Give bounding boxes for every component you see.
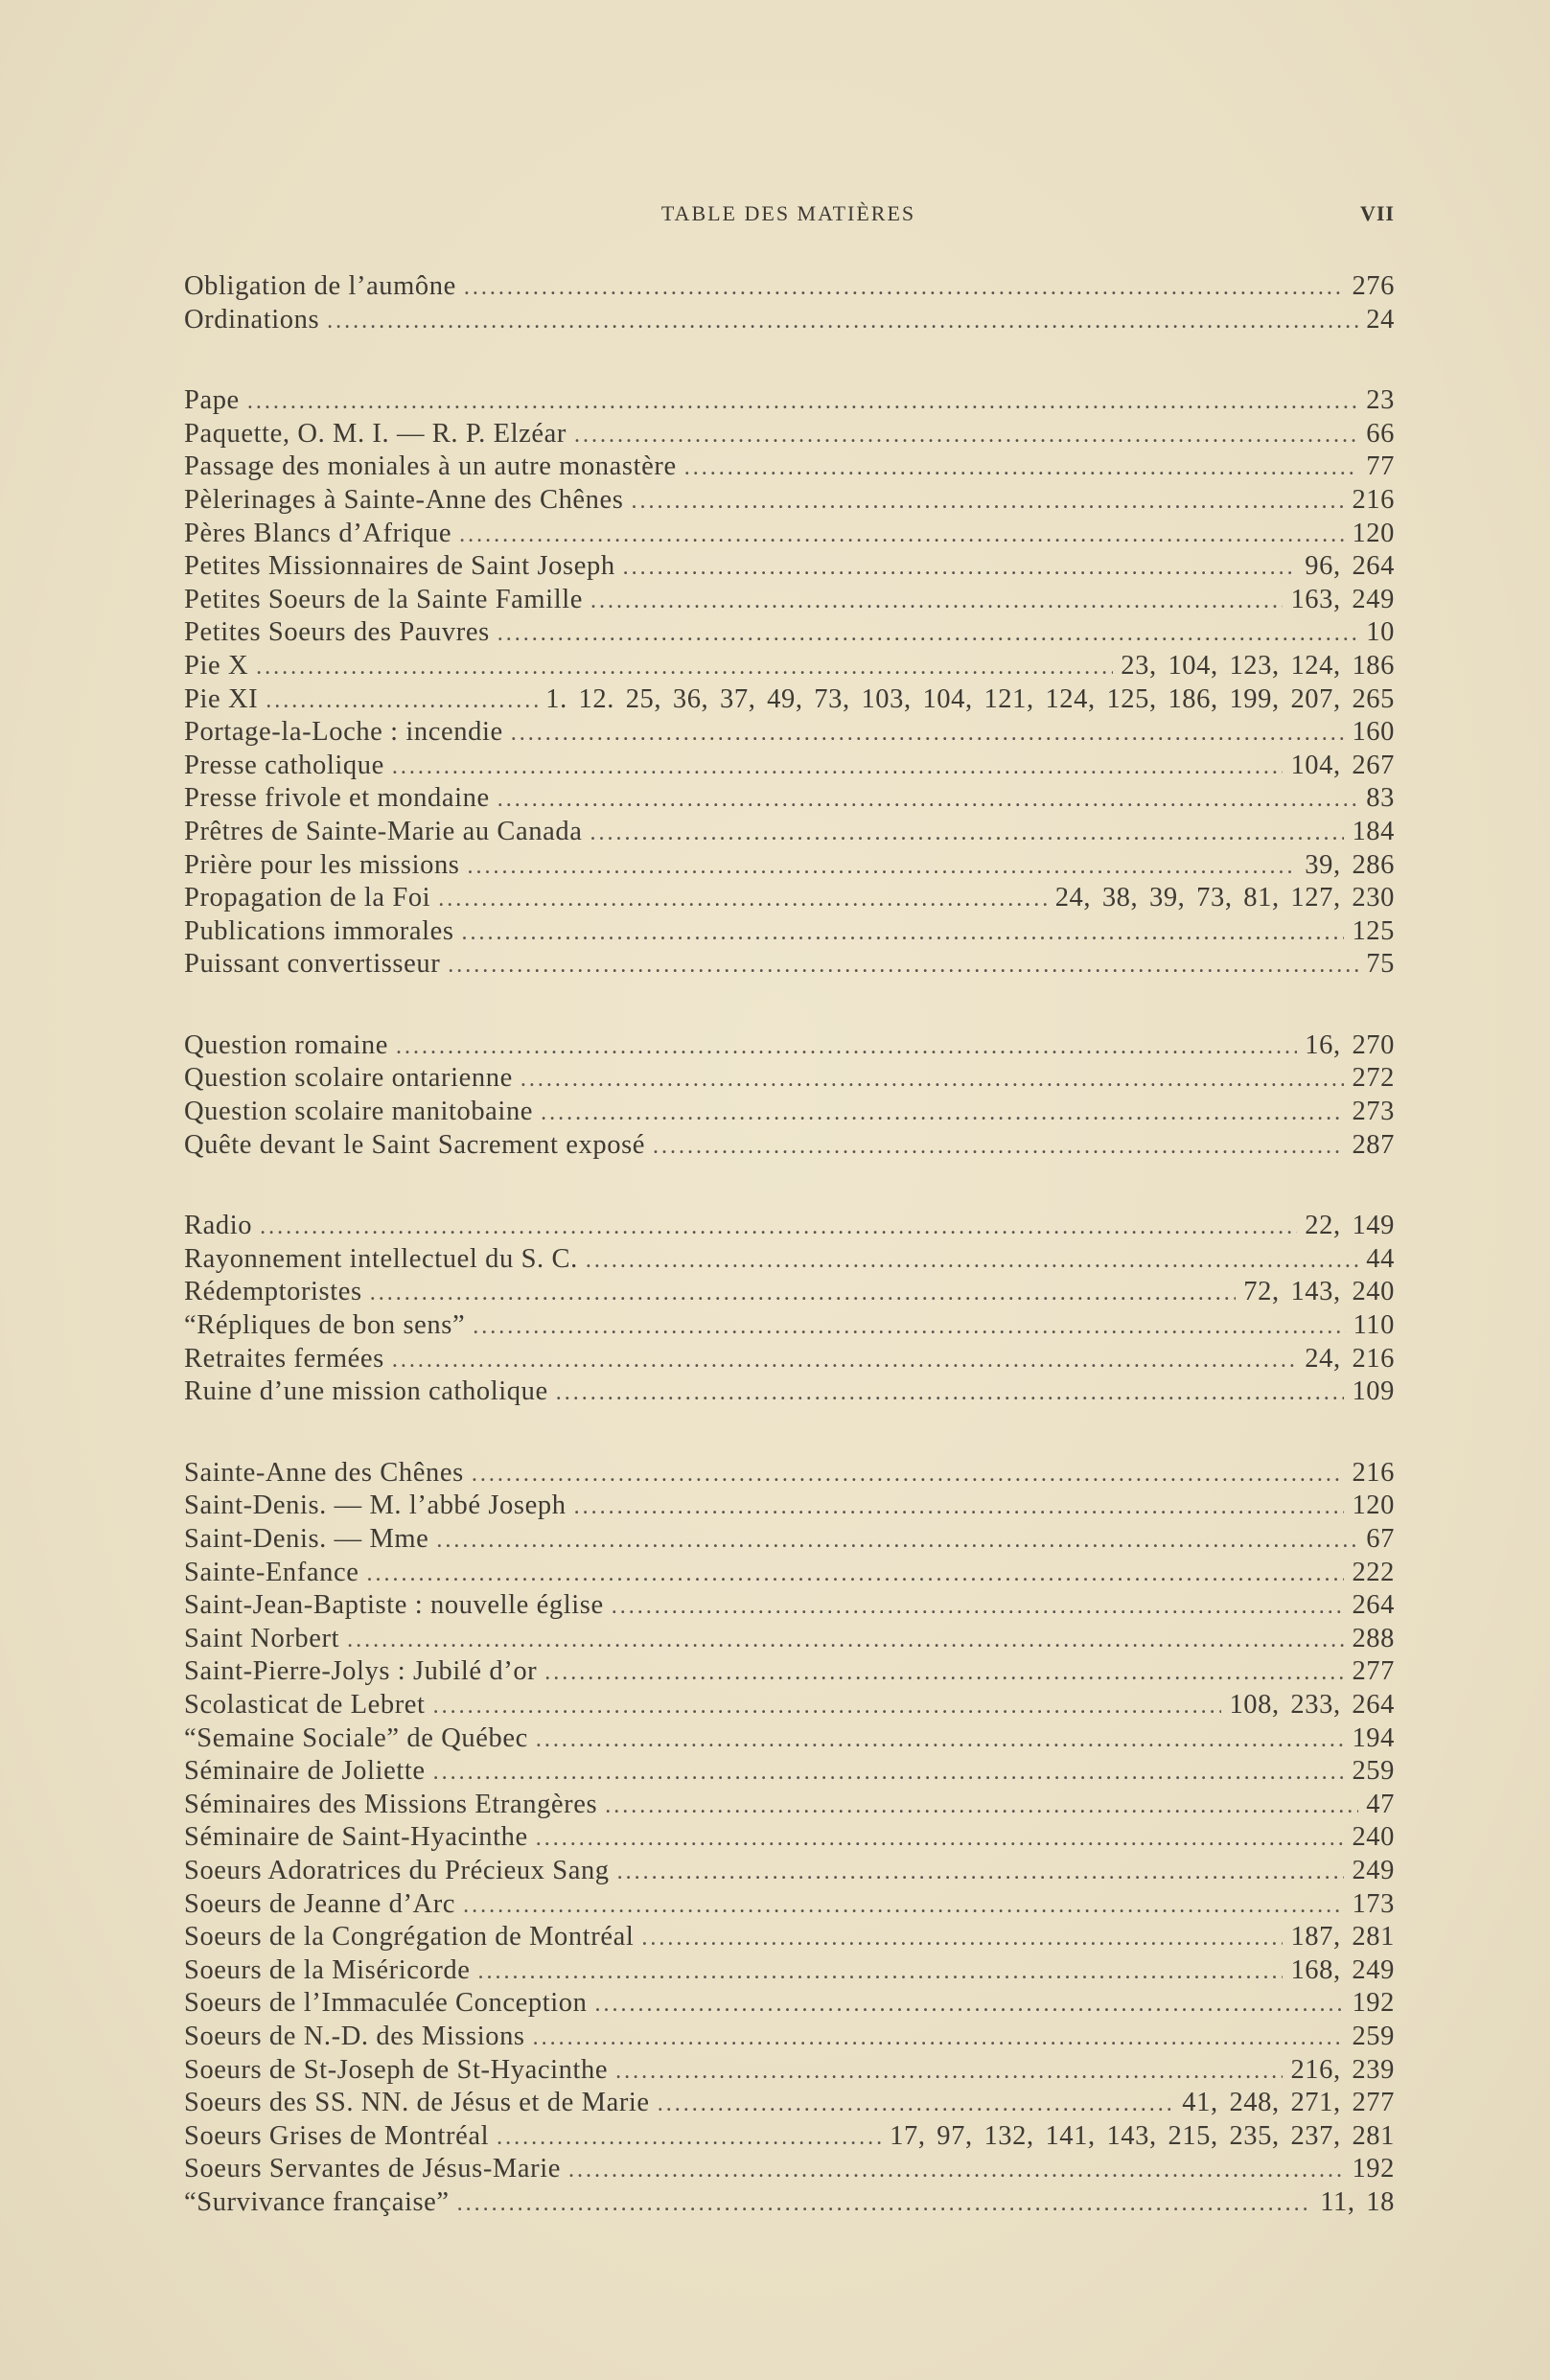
dot-leader xyxy=(497,617,1359,651)
index-entry xyxy=(184,2054,1395,2088)
entry-name: Puissant convertisseur xyxy=(184,949,441,980)
index-entry xyxy=(184,1029,1395,1063)
index-entry xyxy=(184,1755,1395,1789)
index-entry xyxy=(184,1855,1395,1888)
index-entry xyxy=(184,2186,1395,2220)
entry-pages: 259 xyxy=(1352,2021,1395,2051)
entry-name: “Répliques de bon sens” xyxy=(184,1310,466,1341)
entry-name: Petites Soeurs des Pauvres xyxy=(184,617,490,648)
entry-name: Question romaine xyxy=(184,1029,389,1060)
entry-pages: 264 xyxy=(1352,1590,1395,1621)
index-entry xyxy=(184,1821,1395,1855)
entry-pages: 77 xyxy=(1366,451,1395,482)
entry-name: Question scolaire ontarienne xyxy=(184,1063,513,1094)
entry-pages: 104, 267 xyxy=(1290,750,1395,780)
entry-pages: 216, 239 xyxy=(1290,2054,1395,2085)
index-entry xyxy=(184,1129,1395,1163)
entry-pages: 44 xyxy=(1366,1243,1395,1274)
index-entry xyxy=(184,1888,1395,1922)
entry-name: Publications immorales xyxy=(184,915,454,946)
index-entry xyxy=(184,1309,1395,1343)
entry-pages: 67 xyxy=(1366,1524,1395,1554)
entry-name: Soeurs Grises de Montréal xyxy=(184,2120,490,2151)
dot-leader xyxy=(617,1856,1345,1889)
dot-leader xyxy=(459,519,1344,552)
dot-leader xyxy=(605,1790,1358,1823)
entry-name: Prêtres de Sainte-Marie au Canada xyxy=(184,816,583,846)
dot-leader xyxy=(544,1656,1344,1690)
index-entry xyxy=(184,518,1395,551)
dot-leader xyxy=(448,949,1358,982)
dot-leader xyxy=(612,1590,1345,1624)
entry-name: Saint-Jean-Baptiste : nouvelle église xyxy=(184,1590,604,1621)
dot-leader xyxy=(438,883,1047,916)
entry-name: Prière pour les missions xyxy=(184,849,460,880)
dot-leader xyxy=(631,485,1344,519)
dot-leader xyxy=(658,2088,1175,2121)
index-entry xyxy=(184,782,1395,816)
dot-leader xyxy=(623,551,1298,585)
entry-name: Pie XI xyxy=(184,683,259,714)
index-entry xyxy=(184,616,1395,650)
index-entry xyxy=(184,816,1395,849)
index-entry xyxy=(184,1210,1395,1243)
index-entry xyxy=(184,1722,1395,1756)
page-header xyxy=(182,201,1395,236)
entry-pages: 272 xyxy=(1352,1063,1395,1094)
index-entry xyxy=(184,550,1395,584)
index-group xyxy=(184,1210,1395,1409)
index-entry xyxy=(184,915,1395,949)
dot-leader xyxy=(497,2121,882,2155)
dot-leader xyxy=(574,1490,1345,1524)
index-entry xyxy=(184,948,1395,982)
entry-name: Soeurs Servantes de Jésus-Marie xyxy=(184,2154,561,2184)
entry-name: Pères Blancs d’Afrique xyxy=(184,518,452,548)
entry-pages: 47 xyxy=(1366,1789,1395,1819)
index-entry xyxy=(184,2120,1395,2154)
index-entry xyxy=(184,451,1395,484)
dot-leader xyxy=(347,1624,1344,1657)
index-entry xyxy=(184,1490,1395,1523)
index-entry xyxy=(184,1689,1395,1722)
entry-name: “Semaine Sociale” de Québec xyxy=(184,1722,528,1753)
dot-leader xyxy=(615,2055,1283,2089)
dot-leader xyxy=(594,1988,1344,2022)
entry-name: Soeurs des SS. NN. de Jésus et de Marie xyxy=(184,2088,650,2118)
index-entry xyxy=(184,683,1395,717)
dot-leader xyxy=(468,850,1298,884)
entry-name: Soeurs de l’Immaculée Conception xyxy=(184,1988,588,2019)
dot-leader xyxy=(536,1822,1345,1856)
dot-leader xyxy=(457,2187,1313,2221)
index-entry xyxy=(184,384,1395,418)
entry-pages: 249 xyxy=(1352,1855,1395,1885)
index-group xyxy=(184,384,1395,982)
dot-leader xyxy=(256,651,1113,684)
dot-leader xyxy=(366,1558,1344,1591)
index-entry xyxy=(184,2021,1395,2054)
entry-name: Saint-Denis. — Mme xyxy=(184,1524,429,1554)
dot-leader xyxy=(536,1723,1345,1757)
entry-pages: 24, 216 xyxy=(1305,1343,1395,1374)
entry-pages: 216 xyxy=(1352,484,1395,515)
dot-leader xyxy=(590,817,1344,850)
entry-pages: 216 xyxy=(1352,1457,1395,1488)
entry-name: Séminaire de Saint-Hyacinthe xyxy=(184,1822,528,1853)
entry-pages: 41, 248, 271, 277 xyxy=(1182,2088,1395,2118)
index-entry xyxy=(184,1062,1395,1096)
entry-name: Radio xyxy=(184,1211,253,1241)
dot-leader xyxy=(521,1063,1345,1097)
index-entry xyxy=(184,1523,1395,1557)
entry-pages: 10 xyxy=(1366,617,1395,648)
dot-leader xyxy=(436,1524,1358,1558)
entry-pages: 39, 286 xyxy=(1305,849,1395,880)
entry-pages: 222 xyxy=(1352,1557,1395,1587)
index-entry xyxy=(184,1276,1395,1309)
dot-leader xyxy=(541,1097,1344,1130)
entry-pages: 17, 97, 132, 141, 143, 215, 235, 237, 281 xyxy=(890,2120,1395,2151)
entry-pages: 276 xyxy=(1352,271,1395,301)
index-list xyxy=(184,270,1395,2267)
dot-leader xyxy=(586,1244,1358,1278)
index-entry xyxy=(184,1343,1395,1376)
entry-pages: 75 xyxy=(1366,949,1395,980)
dot-leader xyxy=(463,1889,1344,1923)
entry-pages: 96, 264 xyxy=(1305,551,1395,582)
entry-name: Rédemptoristes xyxy=(184,1277,362,1307)
entry-name: Sainte-Anne des Chênes xyxy=(184,1457,464,1488)
entry-pages: 192 xyxy=(1352,1988,1395,2019)
index-group xyxy=(184,1029,1395,1162)
entry-name: Séminaire de Joliette xyxy=(184,1756,426,1787)
entry-pages: 173 xyxy=(1352,1888,1395,1919)
dot-leader xyxy=(392,751,1284,784)
dot-leader xyxy=(574,419,1358,452)
dot-leader xyxy=(497,783,1359,817)
entry-pages: 120 xyxy=(1352,1490,1395,1521)
dot-leader xyxy=(478,1955,1284,1989)
entry-pages: 259 xyxy=(1352,1756,1395,1787)
dot-leader xyxy=(327,305,1358,338)
index-entry xyxy=(184,2153,1395,2186)
dot-leader xyxy=(590,585,1283,618)
index-entry xyxy=(184,750,1395,783)
entry-pages: 277 xyxy=(1352,1656,1395,1687)
index-entry xyxy=(184,1987,1395,2021)
entry-name: Presse catholique xyxy=(184,750,384,780)
dot-leader xyxy=(568,2154,1344,2187)
entry-pages: 187, 281 xyxy=(1290,1922,1395,1953)
entry-name: Petites Missionnaires de Saint Joseph xyxy=(184,551,615,582)
index-entry xyxy=(184,418,1395,451)
dot-leader xyxy=(247,385,1358,419)
entry-pages: 160 xyxy=(1352,717,1395,748)
entry-name: Portage-la-Loche : incendie xyxy=(184,717,503,748)
entry-name: Ordinations xyxy=(184,304,320,335)
entry-pages: 168, 249 xyxy=(1290,1954,1395,1985)
dot-leader xyxy=(653,1130,1344,1164)
entry-name: Soeurs de la Miséricorde xyxy=(184,1954,471,1985)
entry-name: Obligation de l’aumône xyxy=(184,271,456,301)
entry-name: Petites Soeurs de la Sainte Famille xyxy=(184,584,583,614)
dot-leader xyxy=(464,271,1345,305)
index-entry xyxy=(184,1457,1395,1490)
entry-name: Pape xyxy=(184,385,240,416)
entry-name: Saint-Pierre-Jolys : Jubilé d’or xyxy=(184,1656,538,1687)
entry-pages: 120 xyxy=(1352,518,1395,548)
entry-name: Pèlerinages à Sainte-Anne des Chênes xyxy=(184,484,624,515)
entry-name: Scolasticat de Lebret xyxy=(184,1689,426,1720)
index-entry xyxy=(184,2087,1395,2120)
index-entry xyxy=(184,1375,1395,1409)
entry-pages: 184 xyxy=(1352,816,1395,846)
index-entry xyxy=(184,1789,1395,1822)
dot-leader xyxy=(462,916,1345,950)
index-entry xyxy=(184,1096,1395,1129)
dot-leader xyxy=(684,451,1359,485)
entry-name: Soeurs de la Congrégation de Montréal xyxy=(184,1922,635,1953)
dot-leader xyxy=(473,1310,1345,1344)
entry-pages: 194 xyxy=(1352,1722,1395,1753)
dot-leader xyxy=(433,1756,1345,1790)
dot-leader xyxy=(511,717,1345,751)
index-entry xyxy=(184,304,1395,337)
entry-name: Rayonnement intellectuel du S. C. xyxy=(184,1243,578,1274)
entry-pages: 110 xyxy=(1353,1310,1395,1341)
dot-leader xyxy=(556,1376,1345,1410)
entry-name: Soeurs de Jeanne d’Arc xyxy=(184,1888,456,1919)
entry-name: Ruine d’une mission catholique xyxy=(184,1376,548,1407)
entry-name: Presse frivole et mondaine xyxy=(184,783,490,814)
entry-name: Saint Norbert xyxy=(184,1623,340,1653)
entry-pages: 24, 38, 39, 73, 81, 127, 230 xyxy=(1054,883,1395,913)
entry-pages: 125 xyxy=(1352,915,1395,946)
entry-pages: 72, 143, 240 xyxy=(1243,1277,1395,1307)
entry-name: Soeurs de St-Joseph de St-Hyacinthe xyxy=(184,2054,609,2085)
entry-pages: 22, 149 xyxy=(1305,1211,1395,1241)
entry-name: Question scolaire manitobaine xyxy=(184,1097,534,1127)
index-entry xyxy=(184,1243,1395,1277)
dot-leader xyxy=(641,1922,1283,1955)
entry-name: Soeurs Adoratrices du Précieux Sang xyxy=(184,1855,610,1885)
entry-pages: 273 xyxy=(1352,1097,1395,1127)
entry-pages: 108, 233, 264 xyxy=(1229,1689,1395,1720)
entry-name: Séminaires des Missions Etrangères xyxy=(184,1789,598,1819)
entry-name: Paquette, O. M. I. — R. P. Elzéar xyxy=(184,418,567,449)
index-entry xyxy=(184,882,1395,915)
running-title: TABLE DES MATIÈRES xyxy=(660,201,916,225)
entry-pages: 23, 104, 123, 124, 186 xyxy=(1121,650,1395,681)
index-entry xyxy=(184,849,1395,883)
index-entry xyxy=(184,1623,1395,1656)
entry-pages: 23 xyxy=(1366,385,1395,416)
index-entry xyxy=(184,1921,1395,1954)
entry-name: Soeurs de N.-D. des Missions xyxy=(184,2021,525,2051)
index-entry xyxy=(184,484,1395,518)
entry-name: Quête devant le Saint Sacrement exposé xyxy=(184,1129,646,1160)
entry-name: Passage des moniales à un autre monastère xyxy=(184,451,677,482)
dot-leader xyxy=(260,1211,1297,1244)
index-entry xyxy=(184,270,1395,304)
entry-name: Retraites fermées xyxy=(184,1343,384,1374)
entry-pages: 288 xyxy=(1352,1623,1395,1653)
index-entry xyxy=(184,1655,1395,1689)
dot-leader xyxy=(370,1277,1237,1310)
dot-leader xyxy=(396,1030,1297,1064)
entry-pages: 66 xyxy=(1366,418,1395,449)
index-entry xyxy=(184,650,1395,683)
index-entry xyxy=(184,1589,1395,1623)
entry-pages: 83 xyxy=(1366,783,1395,814)
entry-name: Sainte-Enfance xyxy=(184,1557,359,1587)
entry-pages: 16, 270 xyxy=(1305,1029,1395,1060)
entry-name: Saint-Denis. — M. l’abbé Joseph xyxy=(184,1490,567,1521)
index-entry xyxy=(184,1557,1395,1590)
dot-leader xyxy=(472,1458,1345,1491)
dot-leader xyxy=(266,684,538,718)
dot-leader xyxy=(433,1690,1222,1723)
index-entry xyxy=(184,584,1395,617)
entry-pages: 109 xyxy=(1352,1376,1395,1407)
dot-leader xyxy=(533,2022,1345,2055)
dot-leader xyxy=(392,1344,1297,1377)
entry-pages: 192 xyxy=(1352,2154,1395,2184)
index-group xyxy=(184,270,1395,336)
entry-pages: 240 xyxy=(1352,1822,1395,1853)
entry-pages: 163, 249 xyxy=(1290,584,1395,614)
index-entry xyxy=(184,1954,1395,1988)
entry-pages: 24 xyxy=(1366,304,1395,335)
entry-name: Pie X xyxy=(184,650,249,681)
entry-name: “Survivance française” xyxy=(184,2186,450,2217)
entry-pages: 11, 18 xyxy=(1320,2186,1395,2217)
entry-pages: 1. 12. 25, 36, 37, 49, 73, 103, 104, 121, 124, 125, 186, 199, 207, 265 xyxy=(545,683,1395,714)
entry-pages: 287 xyxy=(1352,1129,1395,1160)
page-number: VII xyxy=(1359,201,1395,225)
index-entry xyxy=(184,716,1395,750)
entry-name: Propagation de la Foi xyxy=(184,883,431,913)
index-group xyxy=(184,1457,1395,2220)
